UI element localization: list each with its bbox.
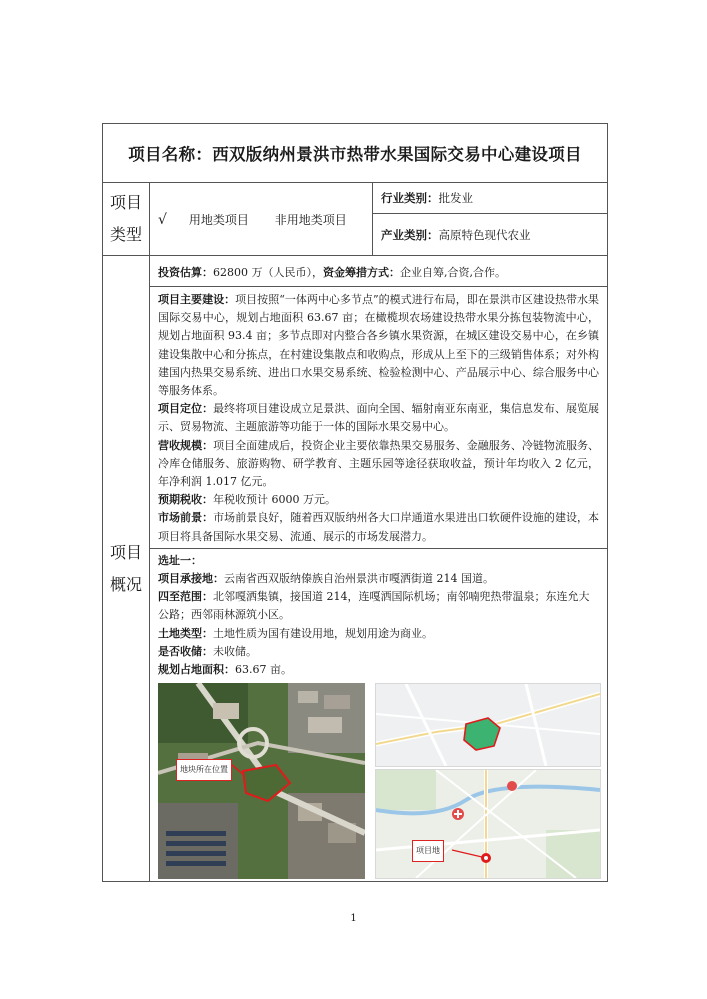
overview-label: 项目 概况 bbox=[103, 256, 150, 882]
map-pin-icon bbox=[481, 853, 491, 863]
region-map bbox=[375, 769, 601, 879]
positioning-paragraph: 项目定位：最终将项目建设成立足景洪、面向全国、辐射南亚东南亚，集信息发布、展览展示、贸易物流、主题旅游等功能于一体的国际水果交易中心。 bbox=[158, 402, 600, 434]
project-table bbox=[102, 123, 608, 882]
aerial-callout: 地块所在位置 bbox=[176, 759, 232, 781]
location-map bbox=[375, 683, 601, 767]
site-acquired: 是否收储：未收储。 bbox=[158, 644, 257, 658]
investment-row: 投资估算：62800 万（人民币），资金筹措方式：企业自筹,合资,合作。 bbox=[150, 256, 608, 287]
site-location: 项目承接地：云南省西双版纳傣族自治州景洪市嘎洒街道 214 国道。 bbox=[158, 572, 494, 586]
region-map-image bbox=[376, 770, 600, 878]
location-map-image bbox=[376, 684, 600, 766]
land-use-option: 用地类项目 bbox=[188, 212, 249, 227]
non-land-use-option: 非用地类项目 bbox=[274, 212, 347, 227]
hospital-icon bbox=[452, 808, 464, 820]
check-mark-icon: √ bbox=[158, 211, 167, 228]
site-boundary: 四至范围：北邻嘎洒集镇，接国道 214，连嘎洒国际机场；南邻喃兜热带温泉；东连允大公路；西邻雨林源筑小区。 bbox=[158, 590, 590, 622]
aerial-photo bbox=[158, 683, 365, 879]
map-callout: 项目地 bbox=[412, 840, 444, 862]
site-heading: 选址一： bbox=[158, 553, 202, 567]
site-area: 规划占地面积：63.67 亩。 bbox=[158, 663, 292, 677]
site-section bbox=[150, 548, 608, 881]
site-maps bbox=[158, 683, 599, 881]
construction-paragraph: 项目主要建设：项目按照“一体两中心多节点”的模式进行布局，即在景洪市区建设热带水果国际交易中心，规划占地面积 63.67 亩；在橄榄坝农场建设热带水果分拣包装物流中心，规划占地面积 93.4 亩；多节点即对内整合各乡镇水果资源，在城区建设交易中心，在乡镇建设集散中心和分拣点，在村建设集散点和收购点，形成从上至下的三级销售体系；对外构建国内热果交易系统、进出口水果交易系统、检验检测中心、产品展示中心、综合服务中心等服务体系。 bbox=[158, 293, 600, 398]
project-title: 项目名称：西双版纳州景洪市热带水果国际交易中心建设项目 bbox=[103, 124, 608, 183]
site-land-type: 土地类型：土地性质为国有建设用地，规划用途为商业。 bbox=[158, 626, 433, 640]
project-description bbox=[150, 287, 608, 549]
page-number: 1 bbox=[350, 913, 357, 924]
market-paragraph: 市场前景：市场前景良好，随着西双版纳州各大口岸通道水果进出口软硬件设施的建设，本项目将具备国际水果交易、流通、展示的市场发展潜力。 bbox=[158, 511, 600, 543]
type-label: 项目 类型 bbox=[103, 183, 150, 256]
industry-category: 行业类别：批发业 bbox=[373, 183, 608, 214]
land-use-options bbox=[150, 183, 373, 256]
sector-category: 产业类别：高原特色现代农业 bbox=[373, 214, 608, 256]
tax-paragraph: 预期税收：年税收预计 6000 万元。 bbox=[158, 493, 336, 507]
revenue-paragraph: 营收规模：项目全面建成后，投资企业主要依靠热果交易服务、金融服务、冷链物流服务、冷库仓储服务、旅游购物、研学教育、主题乐园等途径获取收益，预计年均收入 2 亿元，年净利润 1.017 亿元。 bbox=[158, 438, 600, 489]
